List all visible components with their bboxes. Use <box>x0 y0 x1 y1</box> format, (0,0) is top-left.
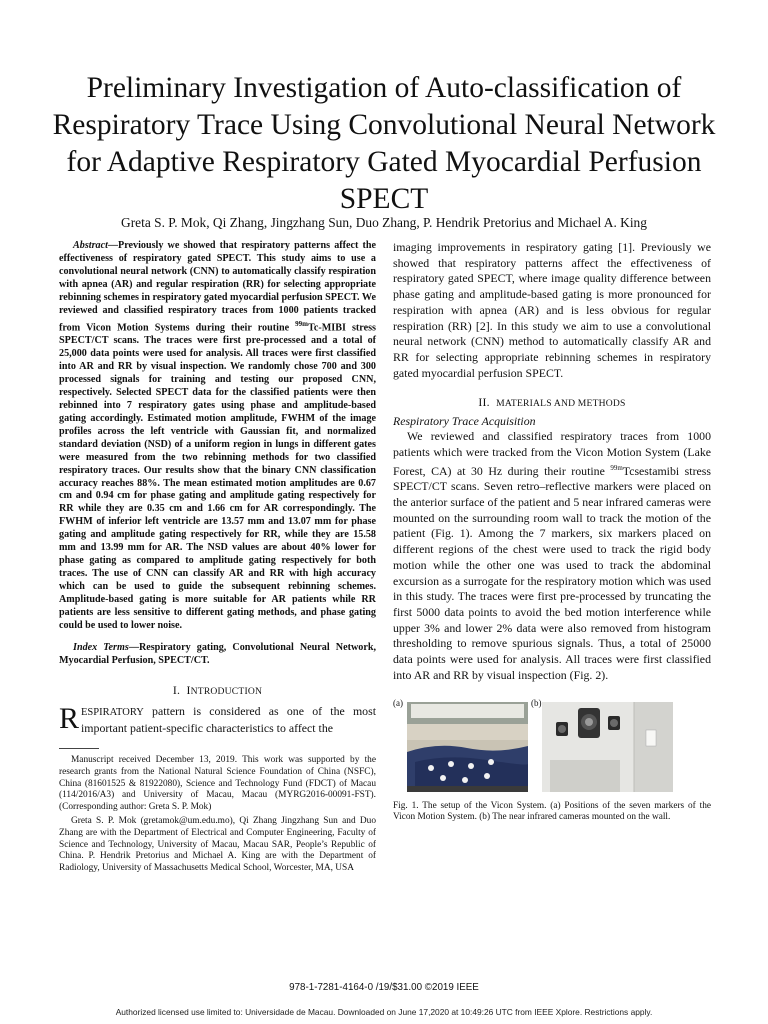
footnote-affiliations: Greta S. P. Mok (gretamok@um.edu.mo), Qi Zhang Jingzhang Sun and Duo Zhang are with the Department of Electrical and Computer Engineering, Faculty of Science and Technology, University of Macau, Macau SAR, People’s Republic of China. P. Hendrik Pretorius and Michael A. King are with the Department of Radiology, University of Massachusetts Medical School, Worcester, MA, USA <box>59 816 376 873</box>
right-column <box>393 240 711 824</box>
figure-1 <box>393 698 711 793</box>
figure-1-caption: Fig. 1. The setup of the Vicon System. (a) Positions of the seven markers of the Vicon Motion System. (b) The near infrared cameras mounted on the wall. <box>393 800 711 823</box>
footnote-divider <box>59 748 99 749</box>
introduction-paragraph <box>59 701 376 736</box>
figure-label-b: (b) <box>531 697 542 708</box>
abstract-text-1: Previously we showed that respiratory patterns affect the effectiveness of respiratory gated SPECT. This study aims to use a convolutional neural network (CNN) to automatically classify respiration with apnea (AR) and regular respiration (RR) for selecting appropriate rebinning schemes in respiratory gated myocardial perfusion SPECT. We reviewed and classified respiratory traces from 1000 patients tracked from Vicon Motion Systems during their routine <box>59 240 376 334</box>
subsection-heading: Respiratory Trace Acquisition <box>393 414 536 429</box>
section-heading-introduction <box>59 683 376 698</box>
index-terms-label: Index Terms <box>73 641 129 653</box>
methods-paragraph <box>393 429 711 683</box>
isbn-footer: 978-1-7281-4164-0 /19/$31.00 ©2019 IEEE <box>289 982 479 993</box>
introduction-text: pattern is considered as one of the most important patient-specific characteristics to affect the <box>81 703 376 735</box>
author-list: Greta S. P. Mok, Qi Zhang, Jingzhang Sun, Duo Zhang, P. Hendrik Pretorius and Michael A. King <box>121 215 647 230</box>
left-column <box>59 240 376 877</box>
abstract-text-2: Tc-MIBI stress SPECT/CT scans. The traces were first pre-processed and a total of 25,000 data points were used for analysis. All traces were first classified into AR and RR by visual inspection. We randomly chose 700 and 300 processed signals for training and testing our proposed CNN, respectively. Selected SPECT data for the classified patients were then rebinned into 7 respiratory gates using phase and amplitude-based gating accordingly. Estimated motion amplitude, FWHM of the image profiles across the left ventricle with Gaussian fit, and normalized standard deviation (NSD) of a uniform region in lungs in different gates were measured from the two rebinning methods for two classified respiratory traces. Our results show that the binary CNN classification accuracy reaches 88%. The mean estimated motion amplitudes are 0.67 cm and 0.94 cm for phase gating and amplitude gating respectively for RR while they are 0.35 cm and 1.66 cm for AR correspondingly. The FWHM of inferior left ventricle are 13.57 mm and 13.07 mm for phase gating and amplitude gating respectively for RR, while they are 15.58 mm and 13.99 mm for AR. The NSD values are about 40% lower for phase gating as compared to amplitude gating respectively for both traces. The use of CNN can classify AR and RR with high accuracy which can be used to guide the subsequent rebinning schemes. Amplitude-based gating is more suitable for AR patients while RR patients are less sensitive to different gating methods, and phase gating could be used to lower noise. <box>59 322 376 632</box>
isotope-superscript: 99m <box>295 319 309 328</box>
index-terms-dash: — <box>128 641 139 653</box>
index-terms <box>59 641 376 667</box>
section-1-rest: NTRODUCTION <box>190 685 263 697</box>
section-2-numeral: II. <box>478 395 490 410</box>
section-1-first-letter: I <box>186 682 191 697</box>
paper-title: Preliminary Investigation of Auto-classification of Respiratory Trace Using Convolutional Neural Network for Adaptive Respiratory Gated Myocardial Perfusion SPECT <box>52 72 716 215</box>
methods-superscript: 99m <box>610 463 623 472</box>
section-heading-methods <box>393 395 711 410</box>
index-terms-text: Respiratory gating, Convolutional Neural Network, Myocardial Perfusion, SPECT/CT. <box>59 641 376 666</box>
figure-label-a: (a) <box>393 697 403 708</box>
methods-text-2: Tcsestamibi stress SPECT/CT scans. Seven retro–reflective markers were placed on the anterior surface of the patient and 5 near infrared cameras were mounted on the surrounding room wall to track the motion of the patient (Fig. 1). Among the 7 markers, six markers placed on different regions of the chest were used to track the rigid body motion while the other one was used to track the abdominal excursion as a surrogate for the respiratory motion which was used in this study. The traces were first pre-processed by truncating the first 5000 data points to avoid the bed motion interference while upper 3% and lower 2% data were also removed from histogram thresholding to remove spurious signals. Thus, a total of 25000 data points were used for analysis. All traces were first classified into AR and RR by visual inspection (Fig. 2). <box>393 463 711 682</box>
infrared-camera-photo <box>542 702 673 792</box>
abstract-label: Abstract <box>73 240 108 251</box>
section-2-title: MATERIALS AND METHODS <box>496 398 626 410</box>
introduction-continued: imaging improvements in respiratory gating [1]. Previously we showed that respiratory patterns affect the effectiveness of respiratory gated SPECT, where image quality difference between phase gating and amplitude-based gating is more pronounced for respiration with apnea (AR) and is less obvious for regular respiration (RR) [2]. In this study we aim to use a convolutional neural network (CNN) method to automatically classify AR and RR for selecting appropriate rebinning schemes in respiratory gated myocardial perfusion SPECT. <box>393 240 711 380</box>
footnote-manuscript: Manuscript received December 13, 2019. This work was supported by the research grants from the National Natural Science Foundation of China (NSFC), China (81601525 & 81922080), Science and Technology Fund (FDCT) of Macau (114/2016/A3) and University of Macau, Macau (MYRG2016-00091-FST). (Corresponding author: Greta S. P. Mok) <box>59 755 376 812</box>
license-notice: Authorized licensed use limited to: Universidade de Macau. Downloaded on June 17,2020 at 10:49:26 UTC from IEEE Xplore. Restrictions apply. <box>115 1007 653 1017</box>
abstract-dash: — <box>107 240 119 251</box>
drop-cap: R <box>59 701 80 735</box>
lead-caps: ESPIRATORY <box>81 706 144 718</box>
methods-text-1: We reviewed and classified respiratory traces from 1000 patients which were tracked from the Vicon Motion System (Lake Forest, CA) at 30 Hz during their routine <box>393 429 711 478</box>
marker-setup-photo <box>407 702 528 792</box>
section-1-numeral: I. <box>172 682 181 697</box>
abstract <box>59 240 376 633</box>
